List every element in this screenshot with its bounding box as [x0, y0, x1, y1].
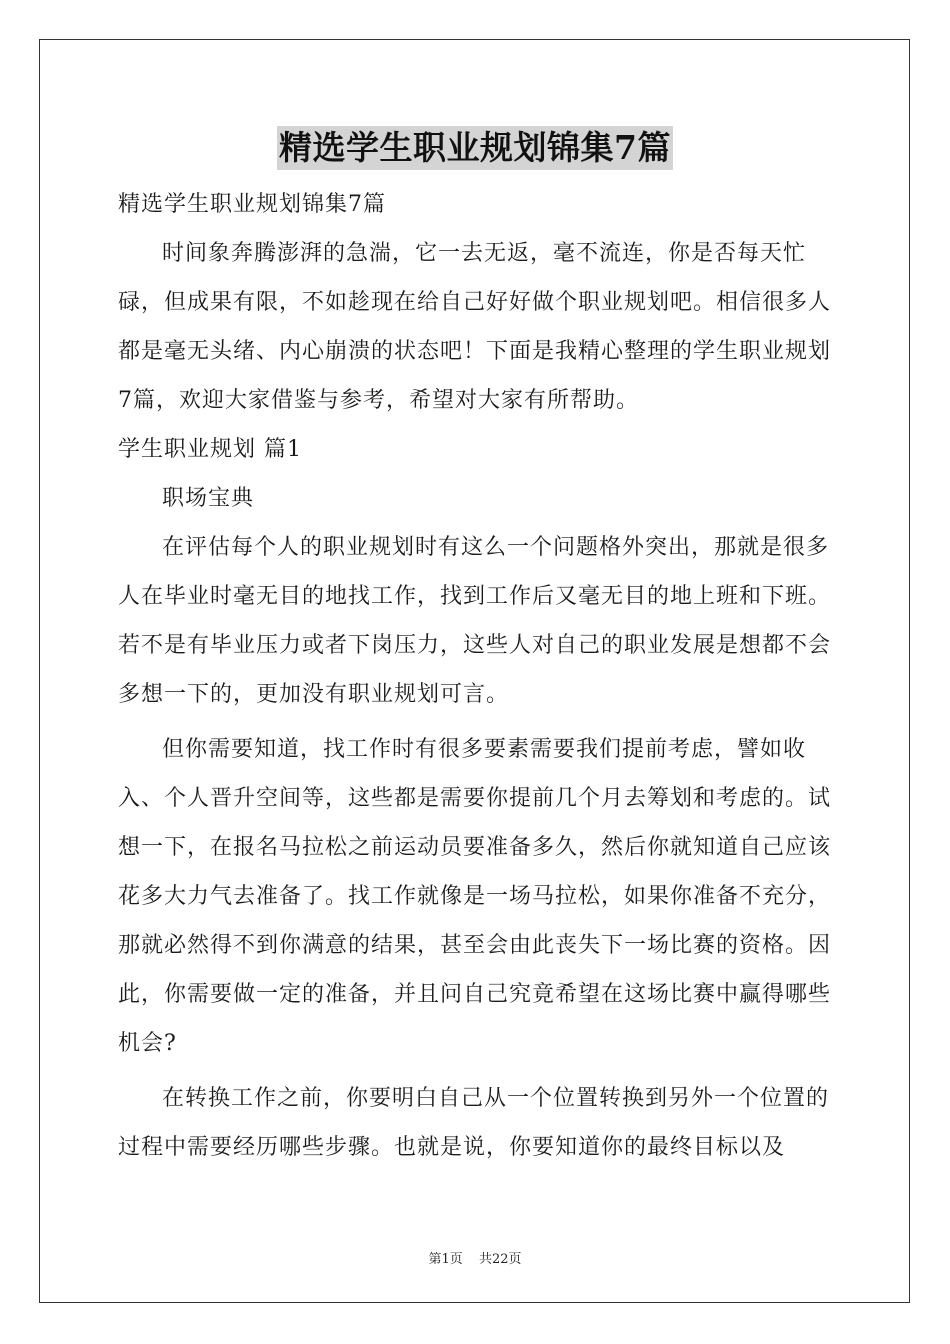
body-paragraph: 在评估每个人的职业规划时有这么一个问题格外突出，那就是很多人在毕业时毫无目的地找工作，找到工作后又毫无目的地上班和下班。若不是有毕业压力或者下岗压力，这些人对自己的职业发展是想都不会多想一下的，更加没有职业规划可言。 — [118, 535, 832, 707]
page-number: 第1页 — [428, 1252, 463, 1267]
document-title: 精选学生职业规划锦集7篇 — [277, 126, 673, 170]
subtitle-line: 精选学生职业规划锦集7篇 — [118, 192, 386, 217]
subsection-heading: 职场宝典 — [162, 486, 255, 511]
body-paragraph: 在转换工作之前，你要明白自己从一个位置转换到另外一个位置的过程中需要经历哪些步骤。也就是说，你要知道你的最终目标以及 — [118, 1086, 830, 1160]
section-heading: 学生职业规划 篇1 — [118, 437, 302, 462]
page-total: 共22页 — [478, 1252, 522, 1267]
title-container — [0, 126, 950, 170]
page-footer — [0, 1248, 950, 1267]
body-paragraph: 但你需要知道，找工作时有很多要素需要我们提前考虑，譬如收入、个人晋升空间等，这些都是需要你提前几个月去筹划和考虑的。试想一下，在报名马拉松之前运动员要准备多久，然后你就知道自己应该花多大力气去准备了。找工作就像是一场马拉松，如果你准备不充分，那就必然得不到你满意的结果，甚至会由此丧失下一场比赛的资格。因此，你需要做一定的准备，并且问自己究竟希望在这场比赛中赢得哪些机会? — [118, 737, 832, 1056]
document-body — [118, 180, 834, 1172]
intro-paragraph: 时间象奔腾澎湃的急湍，它一去无返，毫不流连，你是否每天忙碌，但成果有限，不如趁现在给自己好好做个职业规划吧。相信很多人都是毫无头绪、内心崩溃的状态吧！下面是我精心整理的学生职业规划7篇，欢迎大家借鉴与参考，希望对大家有所帮助。 — [118, 241, 832, 413]
